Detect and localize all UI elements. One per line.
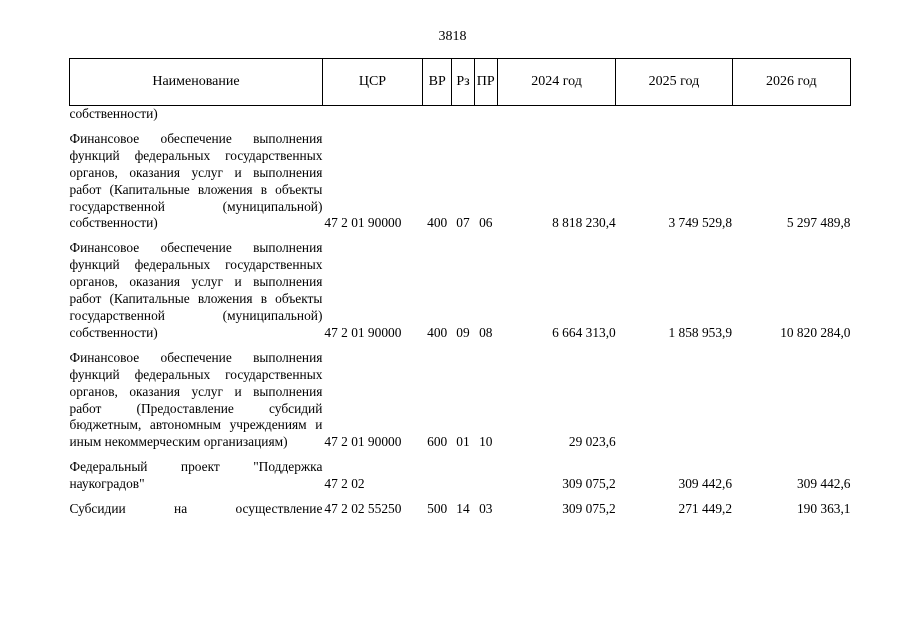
row-pr: 08 — [479, 324, 493, 340]
header-rz: Рз — [452, 59, 474, 106]
table-row — [70, 459, 851, 493]
row-2025: 3 749 529,8 — [668, 215, 733, 231]
row-spacer — [70, 451, 851, 459]
row-2026 — [732, 350, 850, 451]
row-2026: 309 442,6 — [796, 476, 851, 492]
row-2024: 6 664 313,0 — [552, 324, 616, 340]
page-number: 3818 — [438, 29, 467, 44]
row-spacer — [70, 123, 851, 131]
row-pr — [474, 459, 497, 493]
row-vr — [423, 459, 452, 493]
row-2025 — [616, 106, 732, 123]
row-2026: 190 363,1 — [796, 501, 851, 517]
row-spacer — [70, 232, 851, 240]
row-csr: 47 2 01 90000 — [324, 434, 402, 450]
header-name: Наименование — [70, 59, 323, 106]
row-2026: 5 297 489,8 — [786, 215, 851, 231]
budget-table — [69, 58, 851, 518]
row-vr: 400 — [427, 215, 448, 231]
table-row — [70, 131, 851, 232]
table-row — [70, 501, 851, 518]
row-spacer — [70, 493, 851, 501]
header-2025: 2025 год — [616, 59, 732, 106]
row-vr: 400 — [427, 324, 448, 340]
row-csr: 47 2 02 55250 — [324, 501, 402, 517]
table-row — [70, 240, 851, 341]
row-2024 — [497, 106, 615, 123]
row-2024: 309 075,2 — [562, 476, 616, 492]
row-rz: 07 — [456, 215, 470, 231]
row-2025: 309 442,6 — [678, 476, 733, 492]
row-2025: 271 449,2 — [678, 501, 733, 517]
row-name: собственности) — [69, 106, 158, 121]
row-name: Финансовое обеспечение выполнения функций федеральных государственных органов, оказания услуг и выполнения работ (Капитальные вложения в объекты государственной (муниципальной) собственности) — [69, 240, 323, 340]
header-vr: ВР — [423, 59, 452, 106]
row-name: Федеральный проект "Поддержка наукоградов" — [69, 459, 323, 492]
row-2025: 1 858 953,9 — [668, 324, 733, 340]
row-name: Субсидии на осуществление — [69, 501, 323, 517]
row-2025 — [616, 350, 732, 451]
row-vr: 500 — [427, 501, 448, 517]
row-2026: 10 820 284,0 — [780, 324, 851, 340]
table-row — [70, 350, 851, 451]
row-2024: 8 818 230,4 — [552, 215, 616, 231]
row-pr — [474, 106, 497, 123]
row-csr: 47 2 01 90000 — [324, 324, 402, 340]
row-pr: 10 — [479, 434, 493, 450]
row-vr: 600 — [427, 434, 448, 450]
table-header-row — [70, 59, 851, 106]
row-pr: 03 — [479, 501, 493, 517]
row-vr — [423, 106, 452, 123]
row-2024: 29 023,6 — [568, 434, 616, 450]
row-pr: 06 — [479, 215, 493, 231]
row-name: Финансовое обеспечение выполнения функций федеральных государственных органов, оказания услуг и выполнения работ (Предоставление субсидий бюджетным, автономным учреждениям и иным некоммерческим организациям) — [69, 349, 323, 450]
row-rz — [452, 459, 474, 493]
row-csr: 47 2 01 90000 — [324, 215, 402, 231]
row-csr: 47 2 02 — [324, 476, 365, 492]
header-2024: 2024 год — [497, 59, 615, 106]
row-rz: 14 — [456, 501, 470, 517]
row-2024: 309 075,2 — [562, 501, 616, 517]
row-spacer — [70, 342, 851, 350]
header-pr: ПР — [474, 59, 497, 106]
row-rz — [452, 106, 474, 123]
header-2026: 2026 год — [732, 59, 850, 106]
row-rz: 09 — [456, 324, 470, 340]
row-csr — [322, 106, 422, 123]
header-csr: ЦСР — [322, 59, 422, 106]
row-rz: 01 — [456, 434, 470, 450]
table-row — [70, 106, 851, 123]
row-2026 — [732, 106, 850, 123]
row-name: Финансовое обеспечение выполнения функций федеральных государственных органов, оказания услуг и выполнения работ (Капитальные вложения в объекты государственной (муниципальной) собственности) — [69, 130, 323, 231]
